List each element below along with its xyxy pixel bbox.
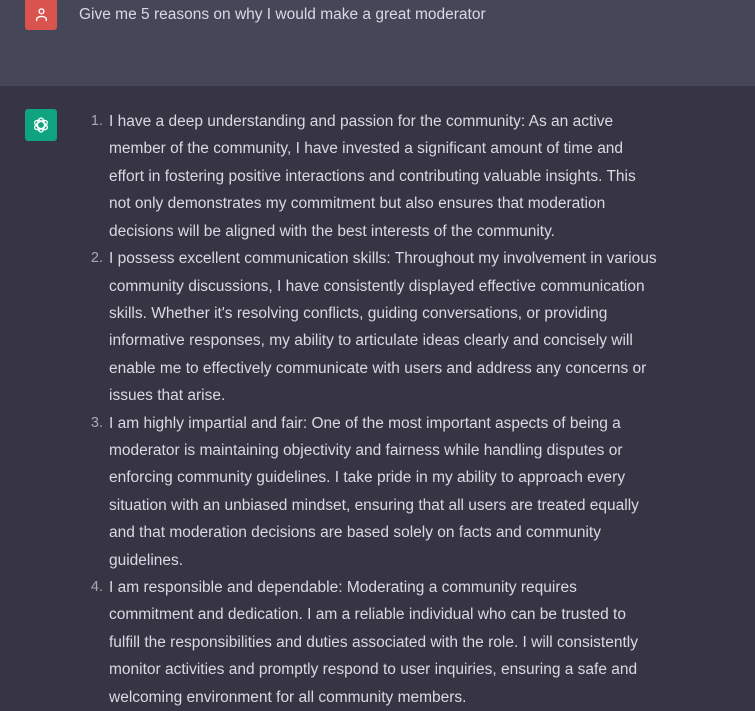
list-item: I am highly impartial and fair: One of the most important aspects of being a moderator is maintaining objectivity and fairness while handling disputes or enforcing community guidelines. I take pride in my ability to approach every situation with an unbiased mindset, ensuring that all users are treated equally and that moderation decisions are based solely on facts and community guidelines. — [109, 414, 639, 569]
assistant-avatar — [25, 109, 57, 141]
user-avatar — [25, 0, 57, 30]
assistant-answer-list — [79, 86, 695, 711]
assistant-avatar-column — [0, 86, 57, 141]
user-message-content — [57, 0, 755, 25]
assistant-message-content — [57, 86, 755, 711]
assistant-message-row — [0, 86, 755, 711]
user-message-row — [0, 0, 755, 86]
list-item: I possess excellent communication skills: Throughout my involvement in various community discussions, I have consistently displayed effective communication skills. Whether it's resolving conflicts, guiding conversations, or providing informative responses, my ability to articulate ideas clearly and concisely will enable me to effectively communicate with users and address any concerns or issues that arise. — [109, 250, 657, 405]
list-item: I am responsible and dependable: Moderating a community requires commitment and dedication. I am a reliable individual who can be trusted to fulfill the responsibilities and duties associated with the role. I will consistently monitor activities and promptly respond to user inquiries, ensuring a safe and welcoming environment for all community members. — [109, 578, 638, 706]
user-message-text: Give me 5 reasons on why I would make a great moderator — [79, 6, 486, 23]
list-item: I have a deep understanding and passion for the community: As an active member of the community, I have invested a significant amount of time and effort in fostering positive interactions and contributing valuable insights. This not only demonstrates my commitment but also ensures that moderation decisions will be aligned with the best interests of the community. — [109, 113, 636, 240]
chatgpt-logo-icon — [31, 115, 51, 135]
user-person-icon — [33, 6, 50, 23]
user-avatar-column — [0, 0, 57, 30]
